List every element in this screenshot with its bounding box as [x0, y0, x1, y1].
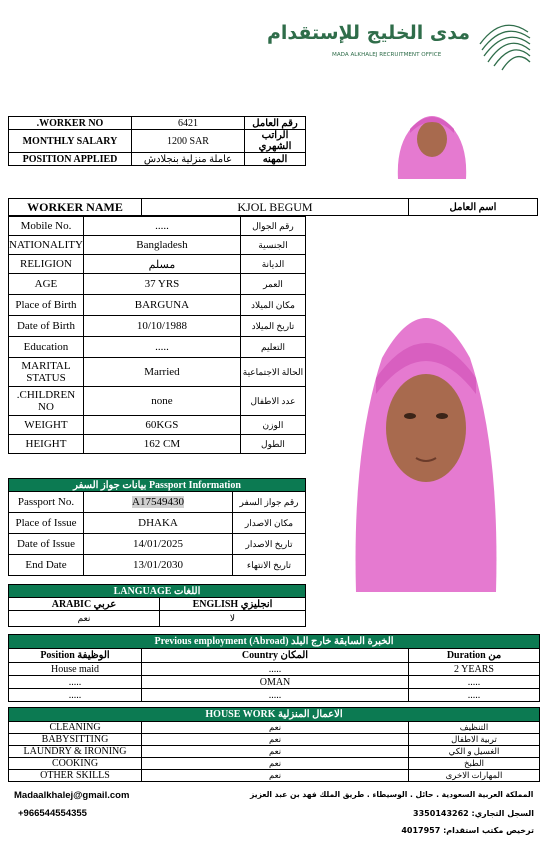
top-info-table [8, 116, 306, 166]
detail-en: HEIGHT [9, 435, 84, 454]
detail-val: Bangladesh [83, 236, 240, 255]
position-label: POSITION APPLIED [9, 153, 132, 166]
housework-en: BABYSITTING [9, 734, 142, 746]
language-header: LANGUAGE اللغات [9, 585, 306, 598]
worker-no-ar: رقم العامل [245, 117, 306, 130]
passport-ar: رقم جواز السفر [233, 492, 306, 513]
passport-en: Date of Issue [9, 534, 84, 555]
employment-duration: 2 YEARS [409, 663, 540, 676]
logo-emblem-icon [472, 14, 534, 72]
employment-country: ..... [142, 689, 409, 702]
detail-val: Married [83, 358, 240, 387]
passport-ar: مكان الاصدار [233, 513, 306, 534]
arabic-label: ARABIC عربي [9, 598, 160, 611]
table-row [9, 734, 540, 746]
table-row [9, 153, 306, 166]
table-row [9, 708, 540, 722]
footer-license: ترخيص مكتب استقدام: 4017957 [401, 826, 534, 835]
detail-en: WEIGHT [9, 416, 84, 435]
table-row [9, 387, 306, 416]
detail-en: AGE [9, 274, 84, 295]
passport-en: Place of Issue [9, 513, 84, 534]
detail-val: ..... [83, 337, 240, 358]
worker-no-label: .WORKER NO [9, 117, 132, 130]
passport-en: End Date [9, 555, 84, 576]
table-row [9, 676, 540, 689]
english-label: ENGLISH انجليزي [160, 598, 306, 611]
housework-en: LAUNDRY & IRONING [9, 746, 142, 758]
arabic-value: نعم [9, 611, 160, 627]
table-row [9, 295, 306, 316]
detail-ar: الطول [240, 435, 305, 454]
employment-table [8, 634, 540, 702]
detail-ar: الوزن [240, 416, 305, 435]
employment-country: OMAN [142, 676, 409, 689]
detail-val: BARGUNA [83, 295, 240, 316]
passport-val [84, 492, 233, 513]
table-row [9, 316, 306, 337]
passport-val: DHAKA [84, 513, 233, 534]
table-row [9, 611, 306, 627]
language-table [8, 584, 306, 627]
salary-value: 1200 SAR [132, 130, 245, 153]
footer-cr: السجل التجاري: 3350143262 [413, 809, 534, 818]
housework-ar: الطبخ [409, 758, 540, 770]
table-row [9, 217, 306, 236]
table-row [9, 117, 306, 130]
worker-name-label: WORKER NAME [9, 199, 142, 216]
table-row [9, 585, 306, 598]
detail-en: Mobile No. [9, 217, 84, 236]
passport-header: بيانات جواز السفر Passport Information [9, 479, 306, 492]
table-row [9, 435, 306, 454]
table-row [9, 689, 540, 702]
housework-ar: تربية الاطفال [409, 734, 540, 746]
detail-val: 37 YRS [83, 274, 240, 295]
footer-address: المملكة العربية السعودية . حائل . الوسيطاء . طريق الملك فهد بن عبد العزيز [250, 790, 534, 799]
detail-en: NATIONALITY [9, 236, 84, 255]
passport-val: 14/01/2025 [84, 534, 233, 555]
detail-val: none [83, 387, 240, 416]
housework-table [8, 707, 540, 782]
table-row [9, 555, 306, 576]
passport-ar: تاريخ الاصدار [233, 534, 306, 555]
footer-phone: +966544554355 [18, 808, 87, 819]
detail-en: Date of Birth [9, 316, 84, 337]
housework-ar: المهارات الاخرى [409, 770, 540, 782]
detail-en: Place of Birth [9, 295, 84, 316]
employment-header: Previous employment (Abroad) الخبرة السابقة خارج البلد [9, 635, 540, 649]
housework-en: CLEANING [9, 722, 142, 734]
housework-en: COOKING [9, 758, 142, 770]
detail-ar: الحالة الاجتماعية [240, 358, 305, 387]
table-row [9, 416, 306, 435]
table-row [9, 663, 540, 676]
table-row [9, 649, 540, 663]
detail-ar: الجنسية [240, 236, 305, 255]
passport-en: Passport No. [9, 492, 84, 513]
logo-english: MADA ALKHALEJ RECRUITMENT OFFICE [332, 52, 442, 58]
table-row [9, 770, 540, 782]
position-ar: المهنه [245, 153, 306, 166]
housework-val: نعم [142, 746, 409, 758]
table-row [9, 274, 306, 295]
employment-country: ..... [142, 663, 409, 676]
employment-duration: ..... [409, 676, 540, 689]
detail-en: RELIGION [9, 255, 84, 274]
col-country: Country المكان [142, 649, 409, 663]
detail-val: 162 CM [83, 435, 240, 454]
passport-number-highlight: A17549430 [132, 496, 184, 508]
position-value: عاملة منزلية بنجلادش [132, 153, 245, 166]
detail-en: Education [9, 337, 84, 358]
detail-ar: عدد الاطفال [240, 387, 305, 416]
worker-no-value: 6421 [132, 117, 245, 130]
detail-ar: تاريخ الميلاد [240, 316, 305, 337]
detail-val: 10/10/1988 [83, 316, 240, 337]
table-row [9, 635, 540, 649]
housework-en: OTHER SKILLS [9, 770, 142, 782]
table-row [9, 199, 538, 216]
employment-position: ..... [9, 689, 142, 702]
details-table [8, 216, 306, 454]
detail-en: .CHILDREN NO [9, 387, 84, 416]
passport-ar: تاريخ الانتهاء [233, 555, 306, 576]
worker-photo-small [388, 103, 476, 179]
housework-ar: الغسيل و الكي [409, 746, 540, 758]
table-row [9, 534, 306, 555]
housework-ar: التنظيف [409, 722, 540, 734]
detail-val: 60KGS [83, 416, 240, 435]
passport-val: 13/01/2030 [84, 555, 233, 576]
worker-name-table [8, 198, 538, 216]
salary-label: MONTHLY SALARY [9, 130, 132, 153]
detail-ar: التعليم [240, 337, 305, 358]
table-row [9, 746, 540, 758]
col-duration: Duration من [409, 649, 540, 663]
worker-name-ar: اسم العامل [409, 199, 538, 216]
housework-header: HOUSE WORK الاعمال المنزلية [9, 708, 540, 722]
table-row [9, 492, 306, 513]
detail-val: ..... [83, 217, 240, 236]
employment-position: ..... [9, 676, 142, 689]
detail-ar: العمر [240, 274, 305, 295]
passport-table [8, 478, 306, 576]
detail-val: مسلم [83, 255, 240, 274]
table-row [9, 236, 306, 255]
table-row [9, 130, 306, 153]
worker-name-value: KJOL BEGUM [142, 199, 409, 216]
table-row [9, 479, 306, 492]
table-row [9, 758, 540, 770]
employment-duration: ..... [409, 689, 540, 702]
housework-val: نعم [142, 734, 409, 746]
logo-arabic: مدى الخليج للإستقدام [266, 22, 470, 44]
worker-photo-large [352, 298, 500, 592]
footer-email[interactable]: Madaalkhalej@gmail.com [14, 790, 130, 801]
logo [266, 14, 535, 76]
col-position: Position الوظيفة [9, 649, 142, 663]
table-row [9, 358, 306, 387]
table-row [9, 337, 306, 358]
table-row [9, 722, 540, 734]
table-row [9, 598, 306, 611]
housework-val: نعم [142, 722, 409, 734]
detail-ar: رقم الجوال [240, 217, 305, 236]
employment-position: House maid [9, 663, 142, 676]
salary-ar: الراتب الشهري [245, 130, 306, 153]
detail-en: MARITAL STATUS [9, 358, 84, 387]
detail-ar: مكان الميلاد [240, 295, 305, 316]
table-row [9, 513, 306, 534]
detail-ar: الديانة [240, 255, 305, 274]
housework-val: نعم [142, 758, 409, 770]
english-value: لا [160, 611, 306, 627]
housework-val: نعم [142, 770, 409, 782]
table-row [9, 255, 306, 274]
